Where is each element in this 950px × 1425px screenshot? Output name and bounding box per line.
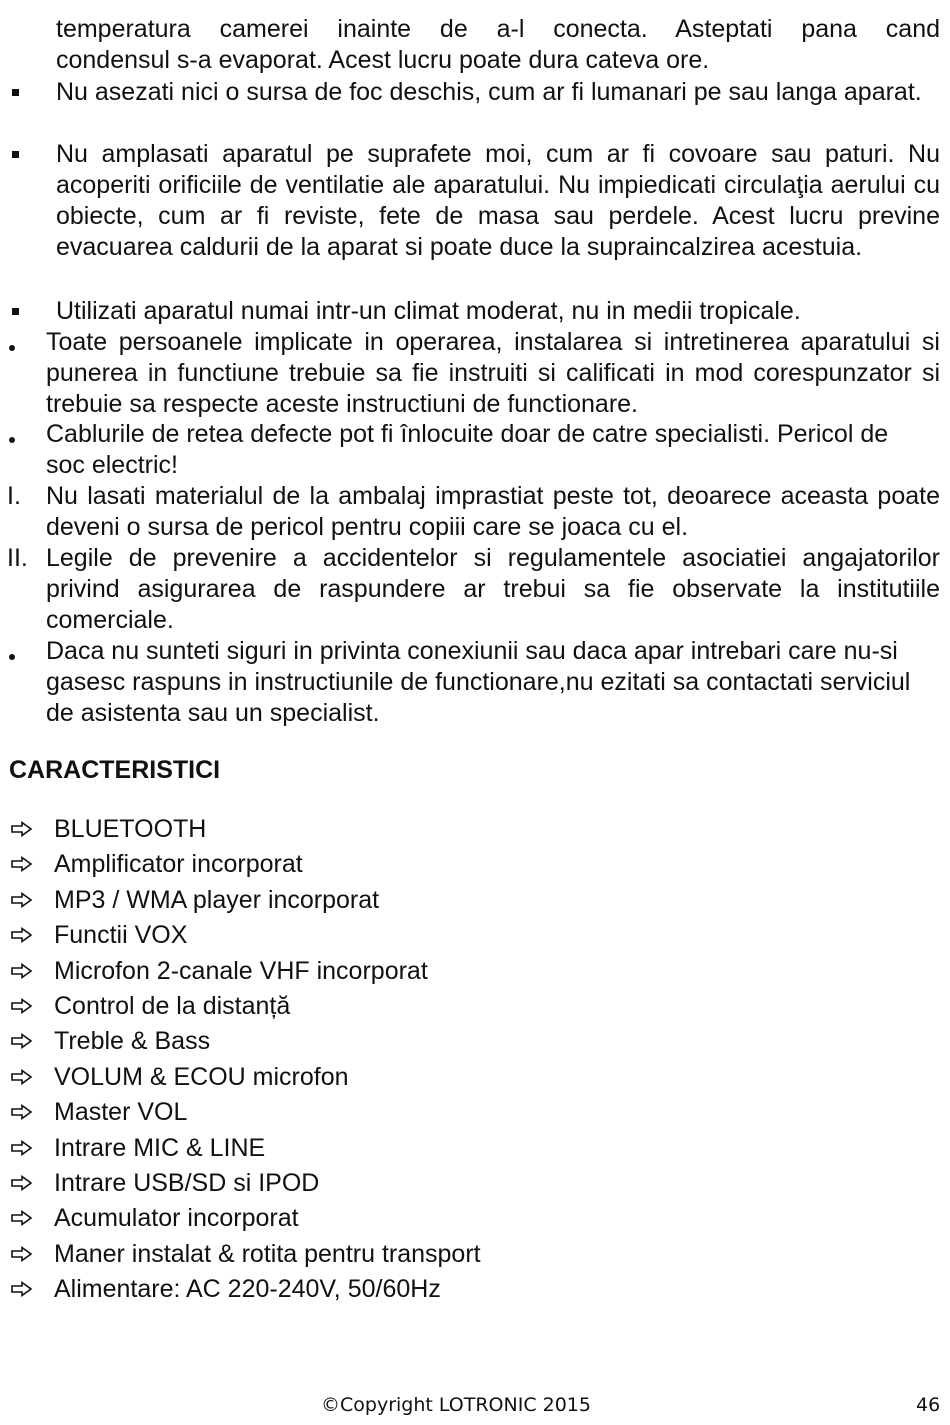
square-bullet-icon: [12, 308, 19, 315]
arrow-right-icon: [10, 1175, 34, 1191]
arrow-right-icon: [10, 1210, 34, 1226]
safety-item-text: Toate persoanele implicate in operarea, instalarea si intretinerea aparatului si punerea in functiune trebuie sa fie instruiti si calificati in mod corespunzator si trebuie sa respecte aceste instructiuni de functionare.: [46, 328, 940, 418]
arrow-right-icon: [10, 1033, 34, 1049]
feature-item-label: Amplificator incorporat: [54, 850, 303, 879]
footer-page-number: 46: [916, 1394, 941, 1416]
feature-item-label: Treble & Bass: [54, 1027, 211, 1056]
dot-bullet-icon: [9, 654, 15, 660]
safety-item-text: Legile de prevenire a accidentelor si regulamentele asociatiei angajatorilor privind asigurarea de raspundere ar trebui sa fie observate la institutiile comerciale.: [46, 544, 940, 634]
feature-item-label: Functii VOX: [54, 921, 188, 950]
safety-item-text: Nu lasati materialul de la ambalaj imprastiat peste tot, deoarece aceasta poate deveni o sursa de pericol pentru copiii care se joaca cu el.: [46, 482, 940, 541]
section-heading: CARACTERISTICI: [9, 756, 221, 784]
feature-item: [0, 1131, 950, 1166]
feature-item-label: MP3 / WMA player incorporat: [54, 885, 380, 914]
arrow-right-icon: [10, 1281, 34, 1297]
feature-item: [0, 1060, 950, 1095]
feature-item: [0, 847, 950, 882]
intro-line-2: condensul s-a evaporat. Acest lucru poate dura cateva ore.: [56, 46, 710, 74]
feature-item: [0, 1166, 950, 1201]
safety-item-text: Daca nu sunteti siguri in privinta conexiunii sau daca apar intrebari care nu-si gasesc raspuns in instructiunile de functionare,nu ezitati sa contactati serviciul de asistenta sau un specialist.: [46, 637, 911, 727]
feature-item: [0, 883, 950, 918]
arrow-right-icon: [10, 821, 34, 837]
feature-item: [0, 954, 950, 989]
arrow-right-icon: [10, 998, 34, 1014]
roman-marker: I.: [7, 482, 21, 510]
feature-item: [0, 812, 950, 847]
feature-item: [0, 1237, 950, 1272]
feature-item-label: Intrare USB/SD si IPOD: [54, 1168, 320, 1197]
feature-item-label: BLUETOOTH: [54, 815, 207, 843]
feature-item: [0, 1095, 950, 1130]
feature-item: [0, 1272, 950, 1307]
arrow-right-icon: [10, 927, 34, 943]
safety-item-text: Cablurile de retea defecte pot fi înlocuite doar de catre specialisti. Pericol de soc electric!: [46, 420, 889, 479]
arrow-right-icon: [10, 1069, 34, 1085]
arrow-right-icon: [10, 963, 34, 979]
footer-copyright: ©Copyright LOTRONIC 2015: [321, 1394, 591, 1416]
feature-item-label: Alimentare: AC 220-240V, 50/60Hz: [54, 1275, 441, 1304]
feature-item: [0, 918, 950, 953]
arrow-right-icon: [10, 892, 34, 908]
square-bullet-icon: [12, 89, 19, 96]
arrow-right-icon: [10, 856, 34, 872]
arrow-right-icon: [10, 1246, 34, 1262]
feature-item-label: Intrare MIC & LINE: [54, 1133, 266, 1162]
safety-item-text: Nu amplasati aparatul pe suprafete moi, cum ar fi covoare sau paturi. Nu acoperiti orificiile de ventilatie ale aparatului. Nu impiedicati circulaţia aerului cu obiecte, cum ar fi reviste, fete de masa sau perdele. Acest lucru previne evacuarea caldurii de la aparat si poate duce la supraincalzirea acestuia.: [56, 140, 940, 261]
square-bullet-icon: [12, 151, 19, 158]
dot-bullet-icon: [9, 437, 15, 443]
feature-item-label: Master VOL: [54, 1098, 188, 1127]
dot-bullet-icon: [9, 345, 15, 351]
arrow-right-icon: [10, 1140, 34, 1156]
safety-item-text: Nu asezati nici o sursa de foc deschis, cum ar fi lumanari pe sau langa aparat.: [56, 78, 922, 106]
feature-item-label: Maner instalat & rotita pentru transport: [54, 1239, 481, 1268]
feature-list: [0, 812, 950, 1307]
feature-item-label: Microfon 2-canale VHF incorporat: [54, 956, 428, 985]
arrow-right-icon: [10, 1104, 34, 1120]
feature-item-label: Control de la distanță: [54, 991, 291, 1020]
feature-item: [0, 1201, 950, 1236]
feature-item-label: Acumulator incorporat: [54, 1204, 299, 1233]
feature-item-label: VOLUM & ECOU microfon: [54, 1062, 349, 1091]
safety-item-text: Utilizati aparatul numai intr-un climat moderat, nu in medii tropicale.: [56, 297, 801, 325]
roman-marker: II.: [7, 544, 28, 572]
feature-item: [0, 1024, 950, 1059]
intro-line-1: temperatura camerei inainte de a-l conecta. Asteptati pana cand: [56, 15, 940, 43]
feature-item: [0, 989, 950, 1024]
